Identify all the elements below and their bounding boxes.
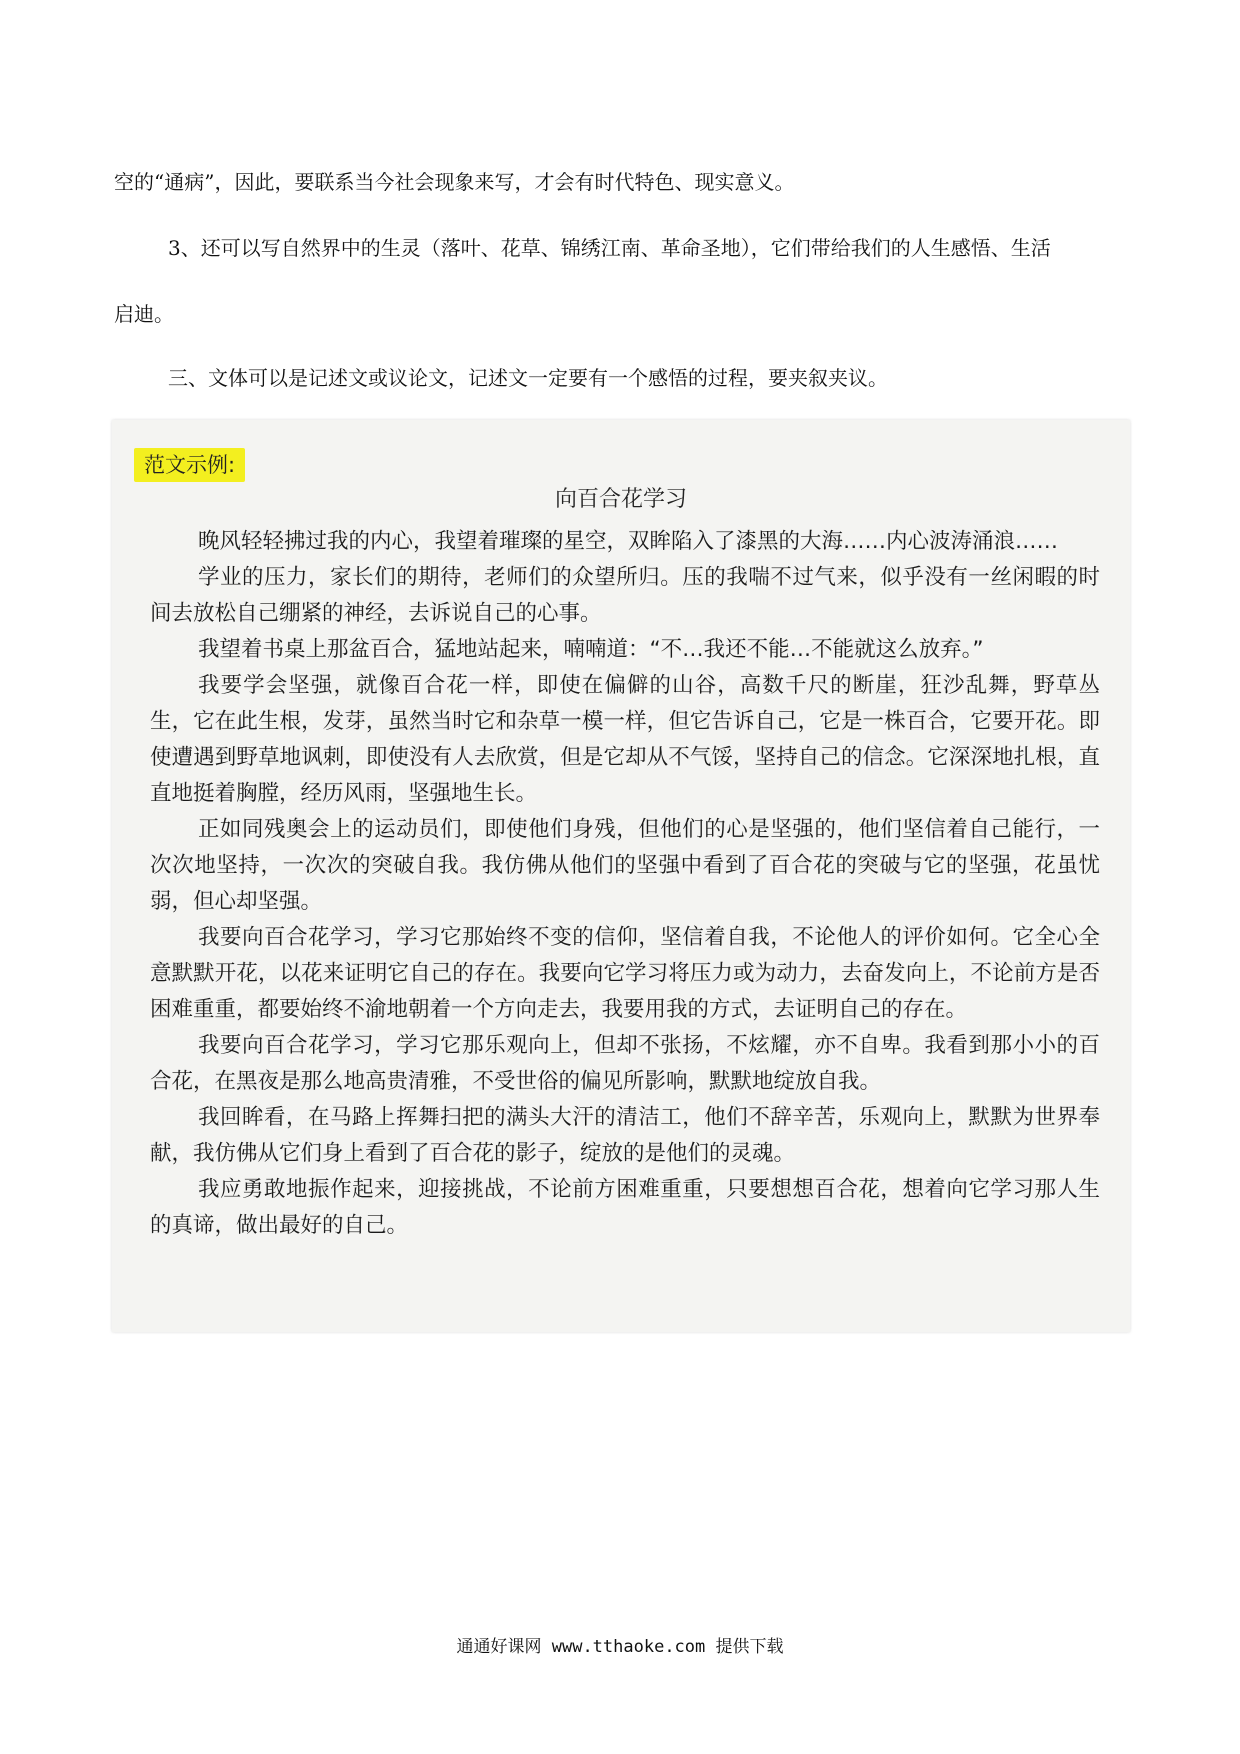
essay-paragraph: 我应勇敢地振作起来，迎接挑战，不论前方困难重重，只要想想百合花，想着向它学习那人生的真谛，做出最好的自己。	[150, 1177, 1100, 1238]
essay-paragraph: 我要向百合花学习，学习它那乐观向上，但却不张扬，不炫耀，亦不自卑。我看到那小小的百合花，在黑夜是那么地高贵清雅，不受世俗的偏见所影响，默默地绽放自我。	[150, 1033, 1100, 1094]
sample-label-highlight: 范文示例:	[134, 448, 245, 482]
essay-title: 向百合花学习	[554, 487, 687, 512]
essay-paragraph: 我回眸看，在马路上挥舞扫把的满头大汗的清洁工，他们不辞辛苦，乐观向上，默默为世界奉献，我仿佛从它们身上看到了百合花的影子，绽放的是他们的灵魂。	[150, 1105, 1100, 1166]
essay-paragraph: 我望着书桌上那盆百合，猛地站起来，喃喃道：“不…我还不能…不能就这么放弃。”	[198, 637, 984, 662]
intro-line-4: 三、文体可以是记述文或议论文，记述文一定要有一个感悟的过程，要夹叙夹议。	[168, 366, 888, 390]
essay-body	[150, 524, 1100, 1244]
essay-paragraph: 我要向百合花学习，学习它那始终不变的信仰，坚信着自我，不论他人的评价如何。它全心全意默默开花，以花来证明它自己的存在。我要向它学习将压力或为动力，去奋发向上，不论前方是否困难重重，都要始终不渝地朝着一个方向走去，我要用我的方式，去证明自己的存在。	[150, 925, 1100, 1022]
sample-essay-image	[112, 420, 1130, 1332]
essay-paragraph: 我要学会坚强，就像百合花一样，即使在偏僻的山谷，高数千尺的断崖，狂沙乱舞，野草丛生，它在此生根，发芽，虽然当时它和杂草一模一样，但它告诉自己，它是一株百合，它要开花。即使遭遇到野草地讽刺，即使没有人去欣赏，但是它却从不气馁，坚持自己的信念。它深深地扎根，直直地挺着胸膛，经历风雨，坚强地生长。	[150, 673, 1100, 806]
page-footer: 通通好课网 www.tthaoke.com 提供下载	[456, 1637, 784, 1657]
essay-paragraph: 正如同残奥会上的运动员们，即使他们身残，但他们的心是坚强的，他们坚信着自己能行，一次次地坚持，一次次的突破自我。我仿佛从他们的坚强中看到了百合花的突破与它的坚强，花虽忧弱，但心却坚强。	[150, 817, 1100, 914]
intro-line-3: 启迪。	[114, 302, 174, 326]
intro-line-1: 空的“通病”，因此，要联系当今社会现象来写，才会有时代特色、现实意义。	[114, 170, 795, 194]
essay-paragraph: 晚风轻轻拂过我的内心，我望着璀璨的星空，双眸陷入了漆黑的大海……内心波涛涌浪……	[198, 529, 1059, 554]
intro-line-2: 3、还可以写自然界中的生灵（落叶、花草、锦绣江南、革命圣地），它们带给我们的人生感悟、生活	[168, 236, 1051, 260]
essay-paragraph: 学业的压力，家长们的期待，老师们的众望所归。压的我喘不过气来，似乎没有一丝闲暇的时间去放松自己绷紧的神经，去诉说自己的心事。	[150, 565, 1100, 626]
